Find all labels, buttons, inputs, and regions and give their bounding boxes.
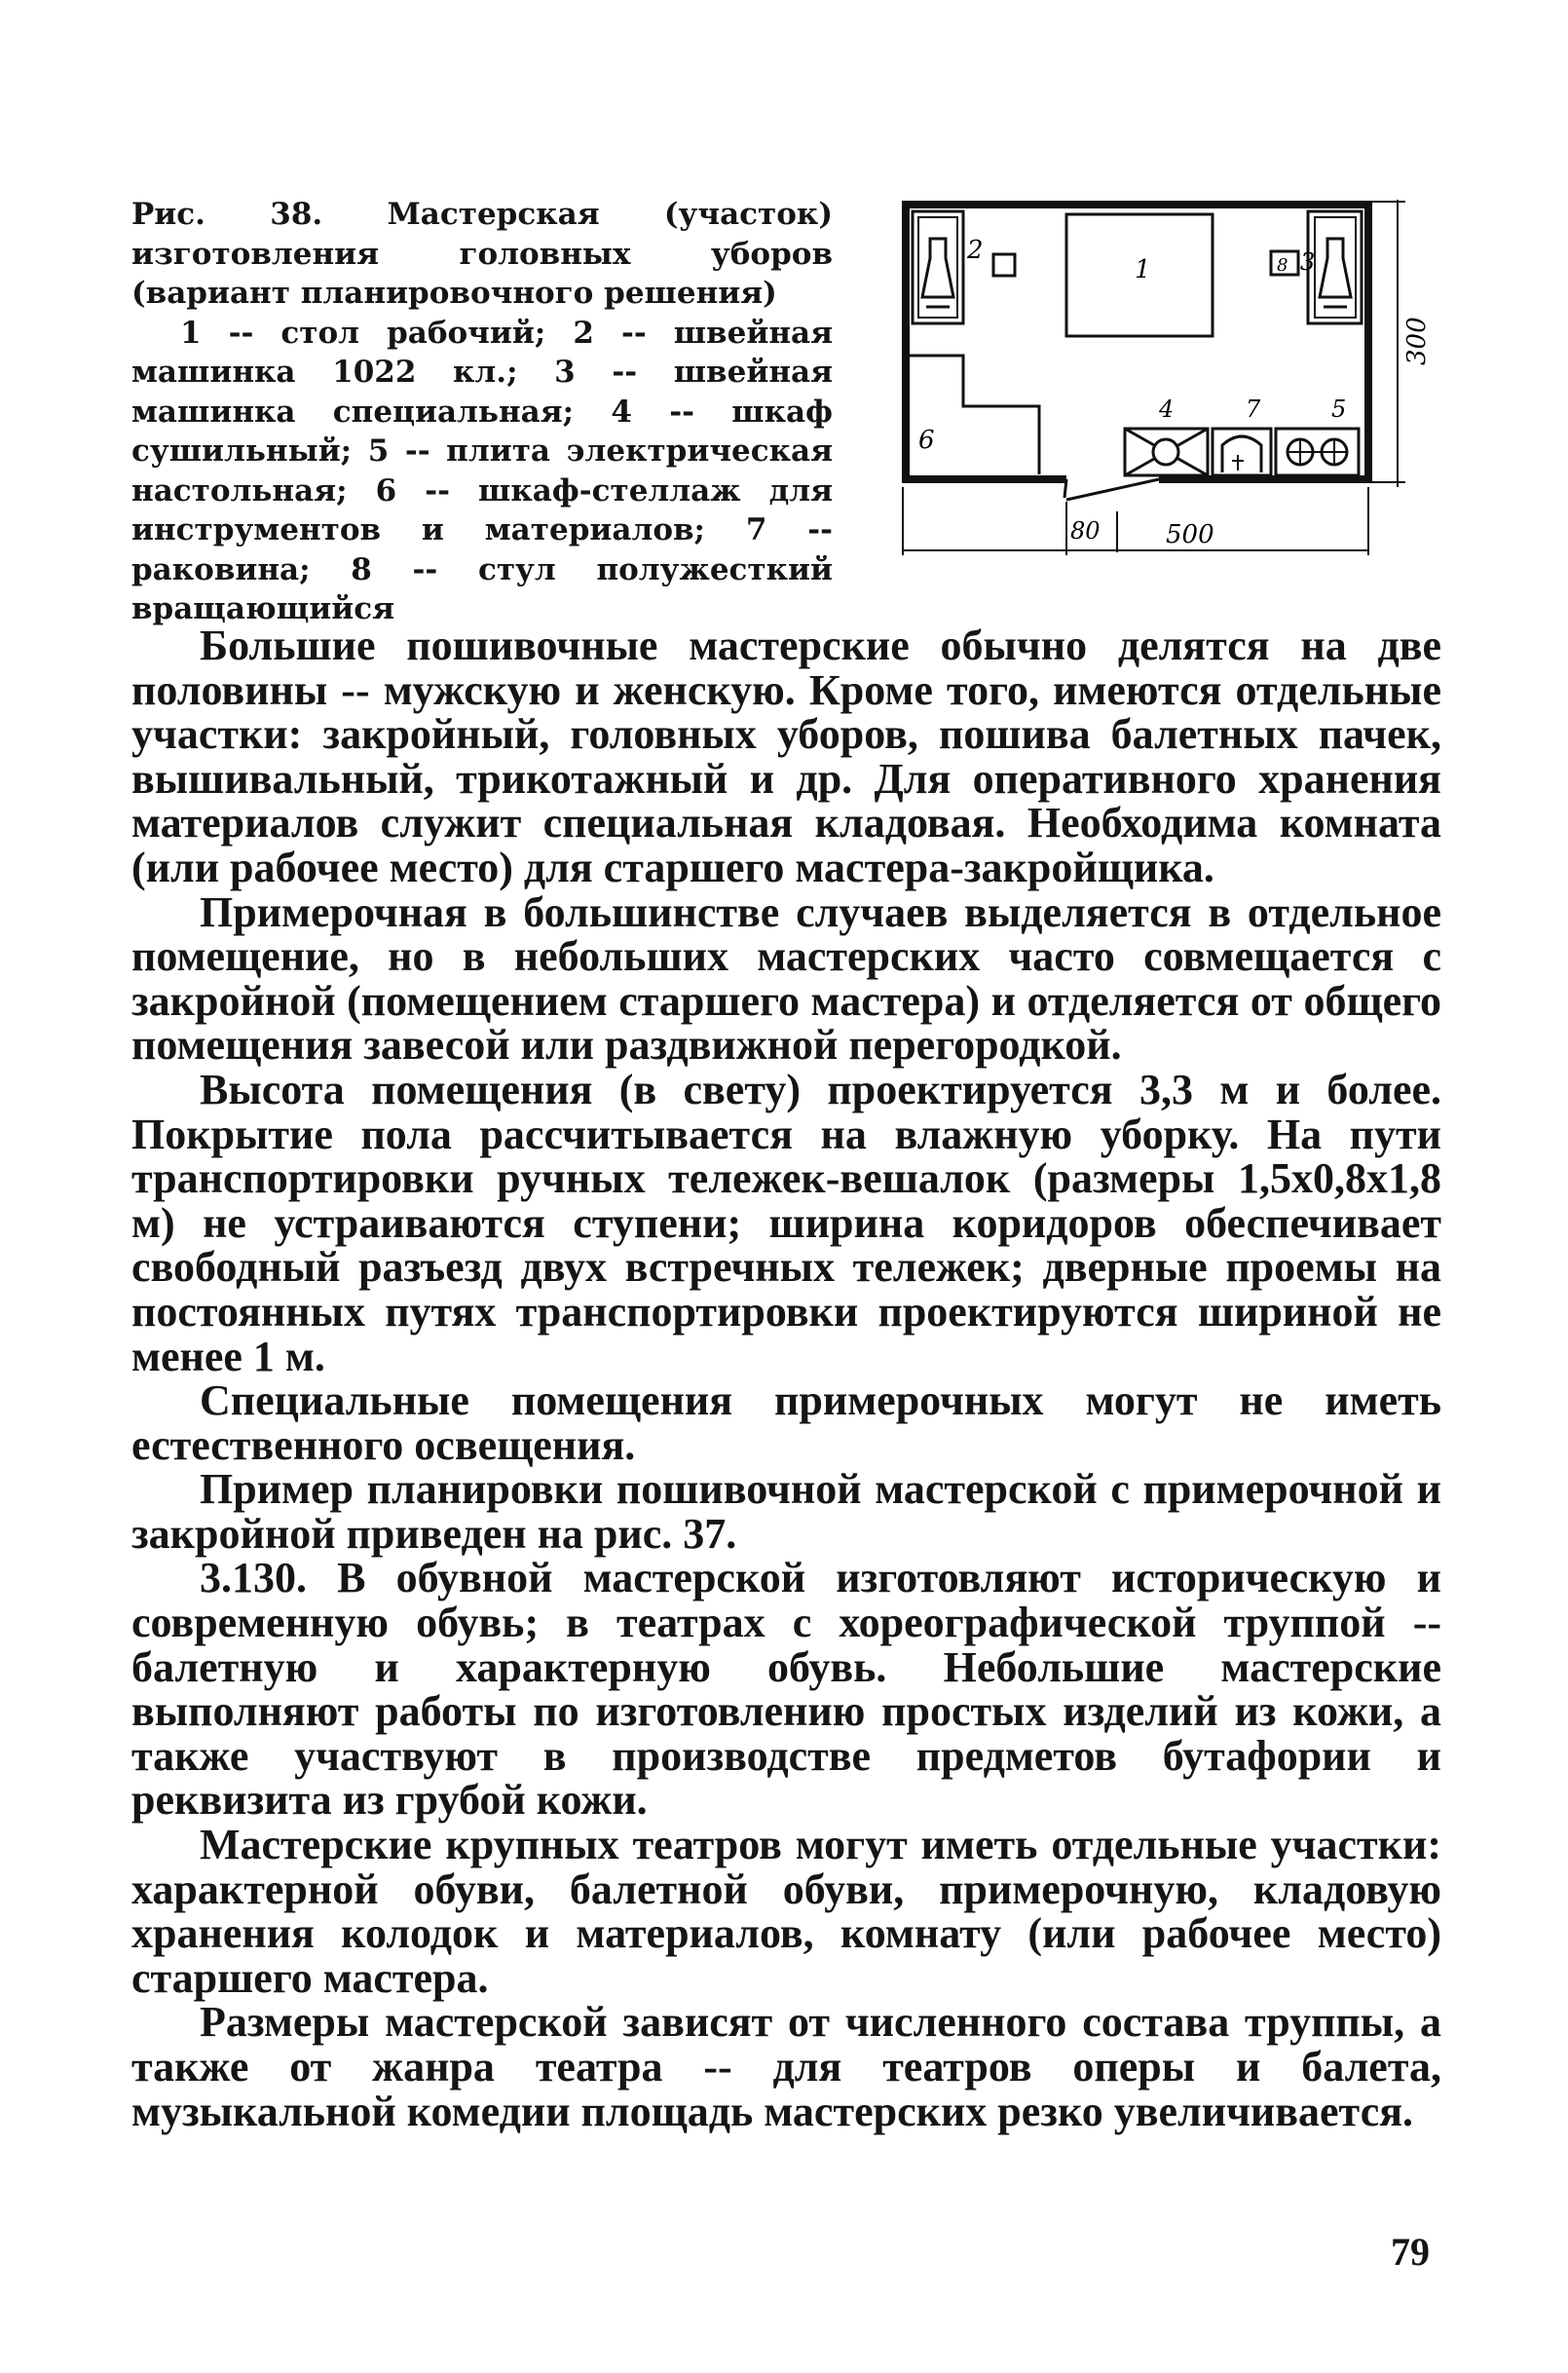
paragraph: Примерочная в большинстве случаев выделяется в отдельное помещение, но в небольших мастерских часто совмещается с закройной (помещением старшего мастера) и отделяется от общего помещения завесой или раздвижной перегородкой. xyxy=(131,887,1441,1070)
floor-plan-figure xyxy=(891,190,1437,580)
paragraph: Пример планировки пошивочной мастерской с примерочной и закройной приведен на рис. 37. xyxy=(131,1465,1441,1558)
label-6: 6 xyxy=(918,426,935,455)
paragraph: Большие пошивочные мастерские обычно делятся на две половины -- мужскую и женскую. Кроме того, имеются отдельные участки: закройный, головных уборов, пошива балетных пачек, вышивальный, трикотажный и др. Для оперативного хранения материалов служит специальная кладовая. Необходима комната (или рабочее место) для старшего мастера-закройщика. xyxy=(131,622,1441,891)
dimension-width: 500 xyxy=(1166,520,1214,549)
body-text xyxy=(131,623,1441,2133)
stool-8 xyxy=(993,254,1015,276)
paragraph: Размеры мастерской зависят от численного состава труппы, а также от жанра театра -- для театров оперы и балета, музыкальной комедии площадь мастерских резко увеличивается. xyxy=(131,1998,1441,2135)
label-3: 3 xyxy=(1300,248,1316,276)
floor-plan-drawing xyxy=(891,190,1437,580)
caption-legend: 1 -- стол рабочий; 2 -- швейная машинка 1022 кл.; 3 -- швейная машинка специальная; 4 -- шкаф сушильный; 5 -- плита электрическая настольная; 6 -- шкаф-стеллаж для инструментов и материалов; 7 -- раковина; 8 -- стул полужесткий вращающийся xyxy=(131,315,833,626)
label-1: 1 xyxy=(1135,255,1151,284)
paragraph: Специальные помещения примерочных могут не иметь естественного освещения. xyxy=(131,1376,1441,1469)
label-4: 4 xyxy=(1159,396,1175,423)
shelving-6 xyxy=(910,356,1039,474)
figure-caption xyxy=(131,195,833,629)
label-2: 2 xyxy=(967,236,984,265)
label-7: 7 xyxy=(1246,396,1261,423)
page-number: 79 xyxy=(1391,2230,1430,2274)
label-8: 8 xyxy=(1277,255,1288,276)
paragraph: Мастерские крупных театров могут иметь отдельные участки: характерной обуви, балетной обуви, примерочную, кладовую хранения колодок и материалов, комнату (или рабочее место) старшего мастера. xyxy=(131,1821,1441,2002)
paragraph: Высота помещения (в свету) проектируется 3,3 м и более. Покрытие пола рассчитывается на влажную уборку. На пути транспортировки ручных тележек-вешалок (размеры 1,5х0,8х1,8 м) не устраиваются ступени; ширина коридоров обеспечивает свободный разъезд двух встречных тележек; дверные проемы на постоянных путях транспортировки проектируются шириной не менее 1 м. xyxy=(131,1065,1441,1380)
door-jamb xyxy=(1064,479,1066,498)
paragraph: 3.130. В обувной мастерской изготовляют историческую и современную обувь; в театрах с хореографической труппой -- балетную и характерную обувь. Небольшие мастерские выполняют работы по изготовлению простых изделий из кожи, а также участвуют в производстве предметов бутафории и реквизита из грубой кожи. xyxy=(131,1554,1441,1825)
label-5: 5 xyxy=(1331,396,1347,423)
caption-title: Рис. 38. Мастерская (участок) изготовления головных уборов (вариант планировочного решения) xyxy=(131,197,833,311)
dimension-height: 300 xyxy=(1402,317,1432,365)
dimension-door: 80 xyxy=(1070,517,1101,545)
